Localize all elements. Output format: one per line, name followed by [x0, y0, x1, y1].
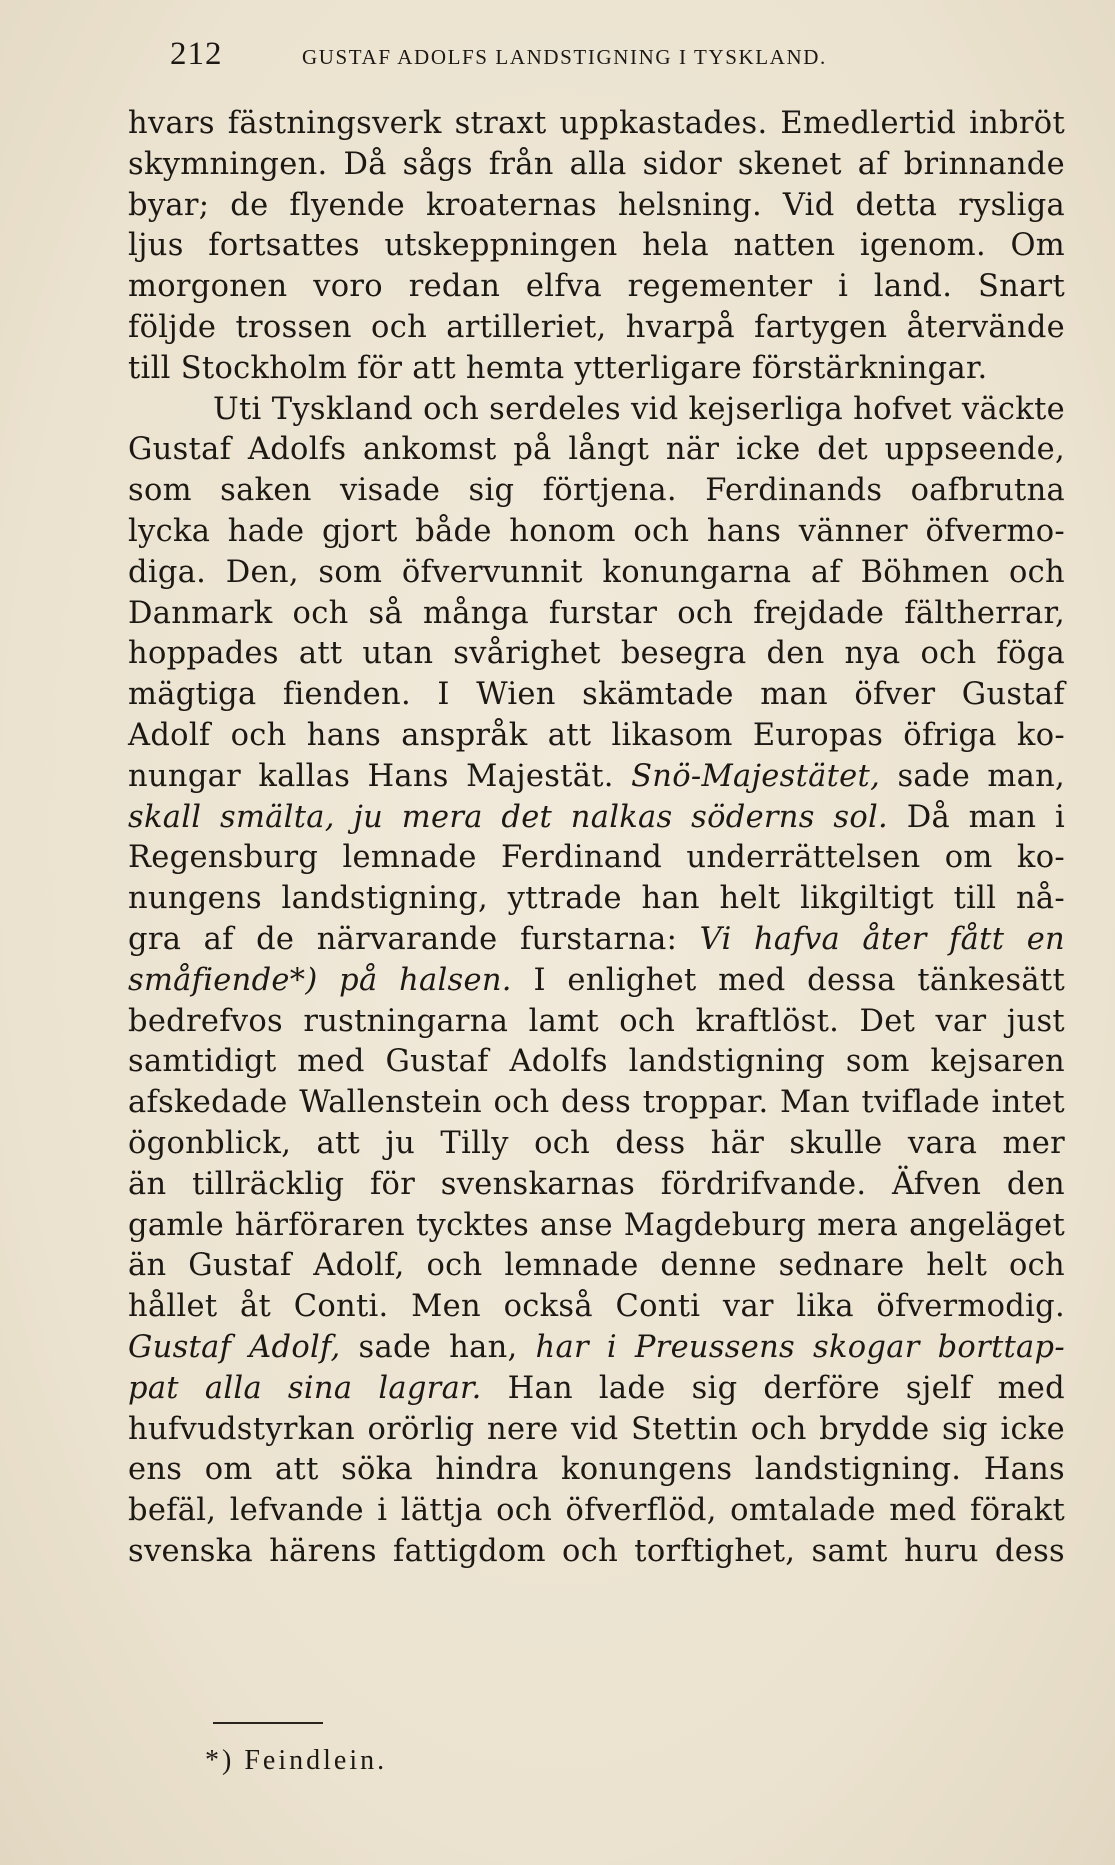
running-head: GUSTAF ADOLFS LANDSTIGNING I TYSKLAND. [302, 45, 827, 69]
text-line [128, 757, 1065, 798]
text-line: svenska härens fattigdom och torftighet, samt huru dess [128, 1533, 1065, 1569]
text-line: Danmark och så många furstar och frejdade fältherrar, [128, 595, 1065, 631]
text-line: Gustaf Adolfs ankomst på långt när icke det uppseende, [128, 432, 1065, 468]
text-line: ljus fortsattes utskeppningen hela natten igenom. Om [128, 228, 1065, 264]
text-line [128, 1369, 1065, 1410]
body-text [128, 104, 1065, 1573]
text-line: morgonen voro redan elfva regementer i land. Snart [128, 269, 1065, 305]
italic-quote: småfiende*) på halsen. [128, 962, 512, 998]
text-line [128, 798, 1065, 839]
text-line: nungens landstigning, yttrade han helt likgiltigt till nå- [128, 881, 1065, 917]
italic-quote: Vi hafva åter fått en [699, 921, 1065, 957]
text-line: skymningen. Då sågs från alla sidor skenet af brinnande [128, 146, 1065, 182]
text-line: diga. Den, som öfvervunnit konungarna af Böhmen och [128, 554, 1065, 590]
paragraph-start-line: Uti Tyskland och serdeles vid kejserliga hofvet väckte [213, 391, 1065, 427]
text-line: afskedade Wallenstein och dess troppar. Man tviflade intet [128, 1085, 1065, 1121]
text-segment: sade man, [897, 758, 1066, 794]
text-segment: nungar kallas Hans Majestät. [128, 758, 614, 794]
text-line [128, 961, 1065, 1002]
text-segment: Då man i [906, 799, 1065, 835]
italic-quote: skall smälta, ju mera det nalkas söderns sol. [128, 799, 889, 835]
text-segment: Han lade sig derföre sjelf med [507, 1370, 1065, 1406]
text-line: hållet åt Conti. Men också Conti var lika öfvermodig. [128, 1289, 1065, 1325]
text-line: bedrefvos rustningarna lamt och kraftlöst. Det var just [128, 1003, 1065, 1039]
footnote-line [205, 1745, 387, 1777]
text-line [128, 920, 1065, 961]
text-line: samtidigt med Gustaf Adolfs landstigning som kejsaren [128, 1044, 1065, 1080]
text-segment: I enlighet med dessa tänkesätt [533, 962, 1066, 998]
text-line: hoppades att utan svårighet besegra den nya och föga [128, 636, 1065, 672]
footnote-rule [213, 1722, 323, 1724]
text-segment: gra af de närvarande furstarna: [128, 921, 678, 957]
text-line: än Gustaf Adolf, och lemnade denne sednare helt och [128, 1248, 1065, 1284]
text-line: byar; de flyende kroaternas helsning. Vid detta rysliga [128, 187, 1065, 223]
italic-quote: Snö-Majestätet, [631, 758, 881, 794]
text-line: gamle härföraren tycktes anse Magdeburg mera angeläget [128, 1207, 1065, 1243]
text-line: Adolf och hans anspråk att likasom Europas öfriga ko- [128, 717, 1065, 753]
text-line: Regensburg lemnade Ferdinand underrättelsen om ko- [128, 840, 1065, 876]
text-segment: sade han, [358, 1329, 518, 1365]
text-line: som saken visade sig förtjena. Ferdinands oafbrutna [128, 473, 1065, 509]
page-number: 212 [170, 36, 223, 72]
text-line: till Stockholm för att hemta ytterligare förstärkningar. [128, 350, 988, 386]
text-line: hvars fästningsverk straxt uppkastades. Emedlertid inbröt [128, 106, 1065, 141]
text-line: än tillräcklig för svenskarnas fördrifvande. Äfven den [128, 1166, 1065, 1202]
text-line: lycka hade gjort både honom och hans vänner öfvermo- [128, 513, 1065, 549]
italic-quote: Gustaf Adolf, [128, 1329, 341, 1365]
footnote-marker: *) [205, 1745, 235, 1776]
text-line: mägtiga fienden. I Wien skämtade man öfver Gustaf [128, 677, 1065, 713]
text-line: hufvudstyrkan orörlig nere vid Stettin och brydde sig icke [128, 1411, 1065, 1447]
text-line: ens om att söka hindra konungens landstigning. Hans [128, 1452, 1065, 1488]
text-line [128, 1328, 1065, 1369]
footnote-text: Feindlein. [244, 1745, 388, 1776]
italic-quote: har i Preussens skogar borttap- [535, 1329, 1065, 1365]
page-header [170, 36, 940, 76]
text-line: ögonblick, att ju Tilly och dess här skulle vara mer [128, 1125, 1065, 1161]
italic-quote: pat alla sina lagrar. [128, 1370, 482, 1406]
text-line: befäl, lefvande i lättja och öfverflöd, omtalade med förakt [128, 1493, 1065, 1529]
text-line: följde trossen och artilleriet, hvarpå fartygen återvände [128, 309, 1065, 345]
